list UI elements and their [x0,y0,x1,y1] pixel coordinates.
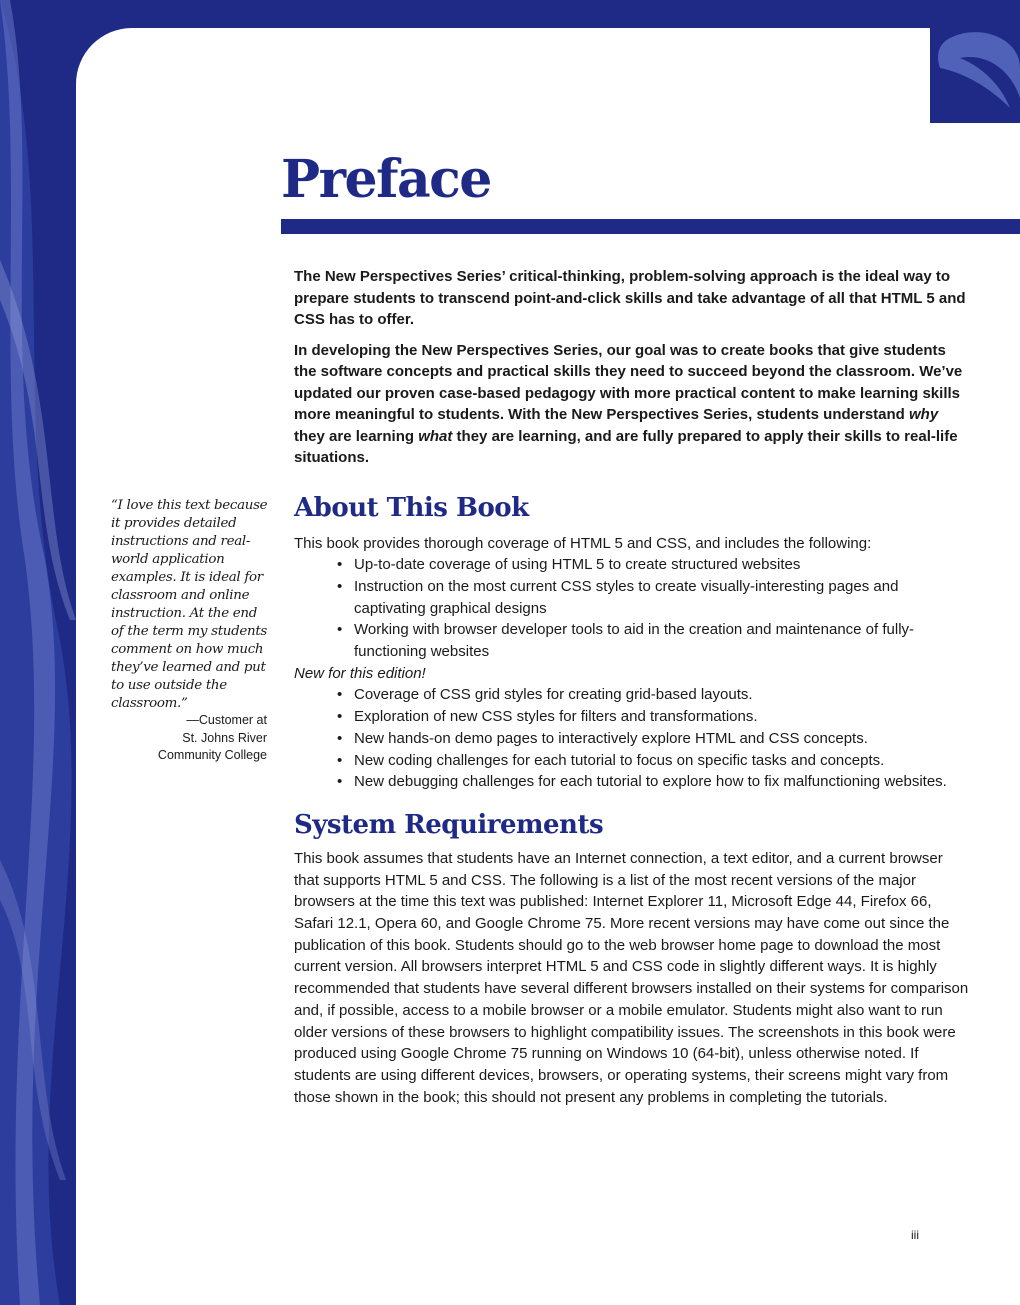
intro-p2-part-c: they are learning, and are fully prepared to apply their skills to real-life situations. [294,427,958,466]
main-content [294,266,970,1108]
list-item: • Up-to-date coverage of using HTML 5 to create structured websites [354,554,970,576]
intro-paragraph-1: The New Perspectives Series’ critical-thinking, problem-solving approach is the ideal way to prepare students to transcend point-and-click skills and take advantage of all that HTML 5 and CSS has to offer. [294,268,966,328]
intro-p2-what: what [418,427,453,445]
list-item: • Instruction on the most current CSS styles to create visually-interesting pages and captivating graphical designs [354,576,970,619]
page-title: Preface [281,149,491,210]
system-text: This book assumes that students have an Internet connection, a text editor, and a current browser that supports HTML 5 and CSS. The following is a list of the most recent versions of the major browsers at the time this text was published: Internet Explorer 11, Microsoft Edge 44, Firefox 66, Safari 12.1, Opera 60, and Google Chrome 75. More recent versions may have come out since the publication of this book. Students should go to the web browser home page to download the most current version. All browsers interpret HTML 5 and CSS code in slightly different ways. It is highly recommended that students have several different browsers installed on their systems for comparison and, if possible, access to a mobile browser or a mobile emulator. Students might also want to run older versions of these browsers to highlight compatibility issues. The screenshots in this book were produced using Google Chrome 75 running on Windows 10 (64-bit), unless otherwise noted. If students are using different devices, browsers, or operating systems, their screens might vary from those shown in the book; this should not present any problems in completing the tutorials. [294,849,969,1106]
sidebar-quote: “I love this text because it provides detailed instructions and real-world application examples. It is ideal for classroom and online instruction. At the end of the term my students comment on how much they’ve learned and put to use outside the classroom.” [111,498,268,711]
about-lead: This book provides thorough coverage of HTML 5 and CSS, and includes the following: [294,534,872,552]
page-number: iii [911,1228,919,1242]
attribution-line-2: St. Johns River [182,730,267,745]
intro-section [294,266,970,469]
title-rule [281,219,1020,234]
list-item: • New debugging challenges for each tutorial to explore how to fix malfunctioning websites. [354,771,970,793]
system-heading: System Requirements [294,809,604,840]
intro-paragraph-2 [294,340,970,469]
new-edition-label: New for this edition! [294,664,426,682]
intro-p2-why: why [909,406,939,423]
new-edition-list [294,684,970,793]
list-item: • Coverage of CSS grid styles for creating grid-based layouts. [354,684,970,706]
about-list [294,554,970,663]
list-item: • New coding challenges for each tutorial to focus on specific tasks and concepts. [354,750,970,772]
intro-p2-part-b: they are learning [294,427,419,445]
corner-swoosh-art [930,28,1020,123]
list-item: • Working with browser developer tools to aid in the creation and maintenance of fully-functioning websites [354,619,970,662]
about-heading: About This Book [294,492,529,523]
quote-attribution [111,712,267,765]
intro-p2-part-a: In developing the New Perspectives Series, our goal was to create books that give students the software concepts and practical skills they need to succeed beyond the classroom. We’ve updated our proven case-based pedagogy with more practical content to make learning skills more meaningful to students. With the New Perspectives Series, students understand [294,341,963,423]
attribution-line-1: —Customer at [186,713,267,727]
list-item: • Exploration of new CSS styles for filters and transformations. [354,706,970,728]
attribution-line-3: Community College [157,748,267,762]
list-item: • New hands-on demo pages to interactively explore HTML and CSS concepts. [354,728,970,750]
